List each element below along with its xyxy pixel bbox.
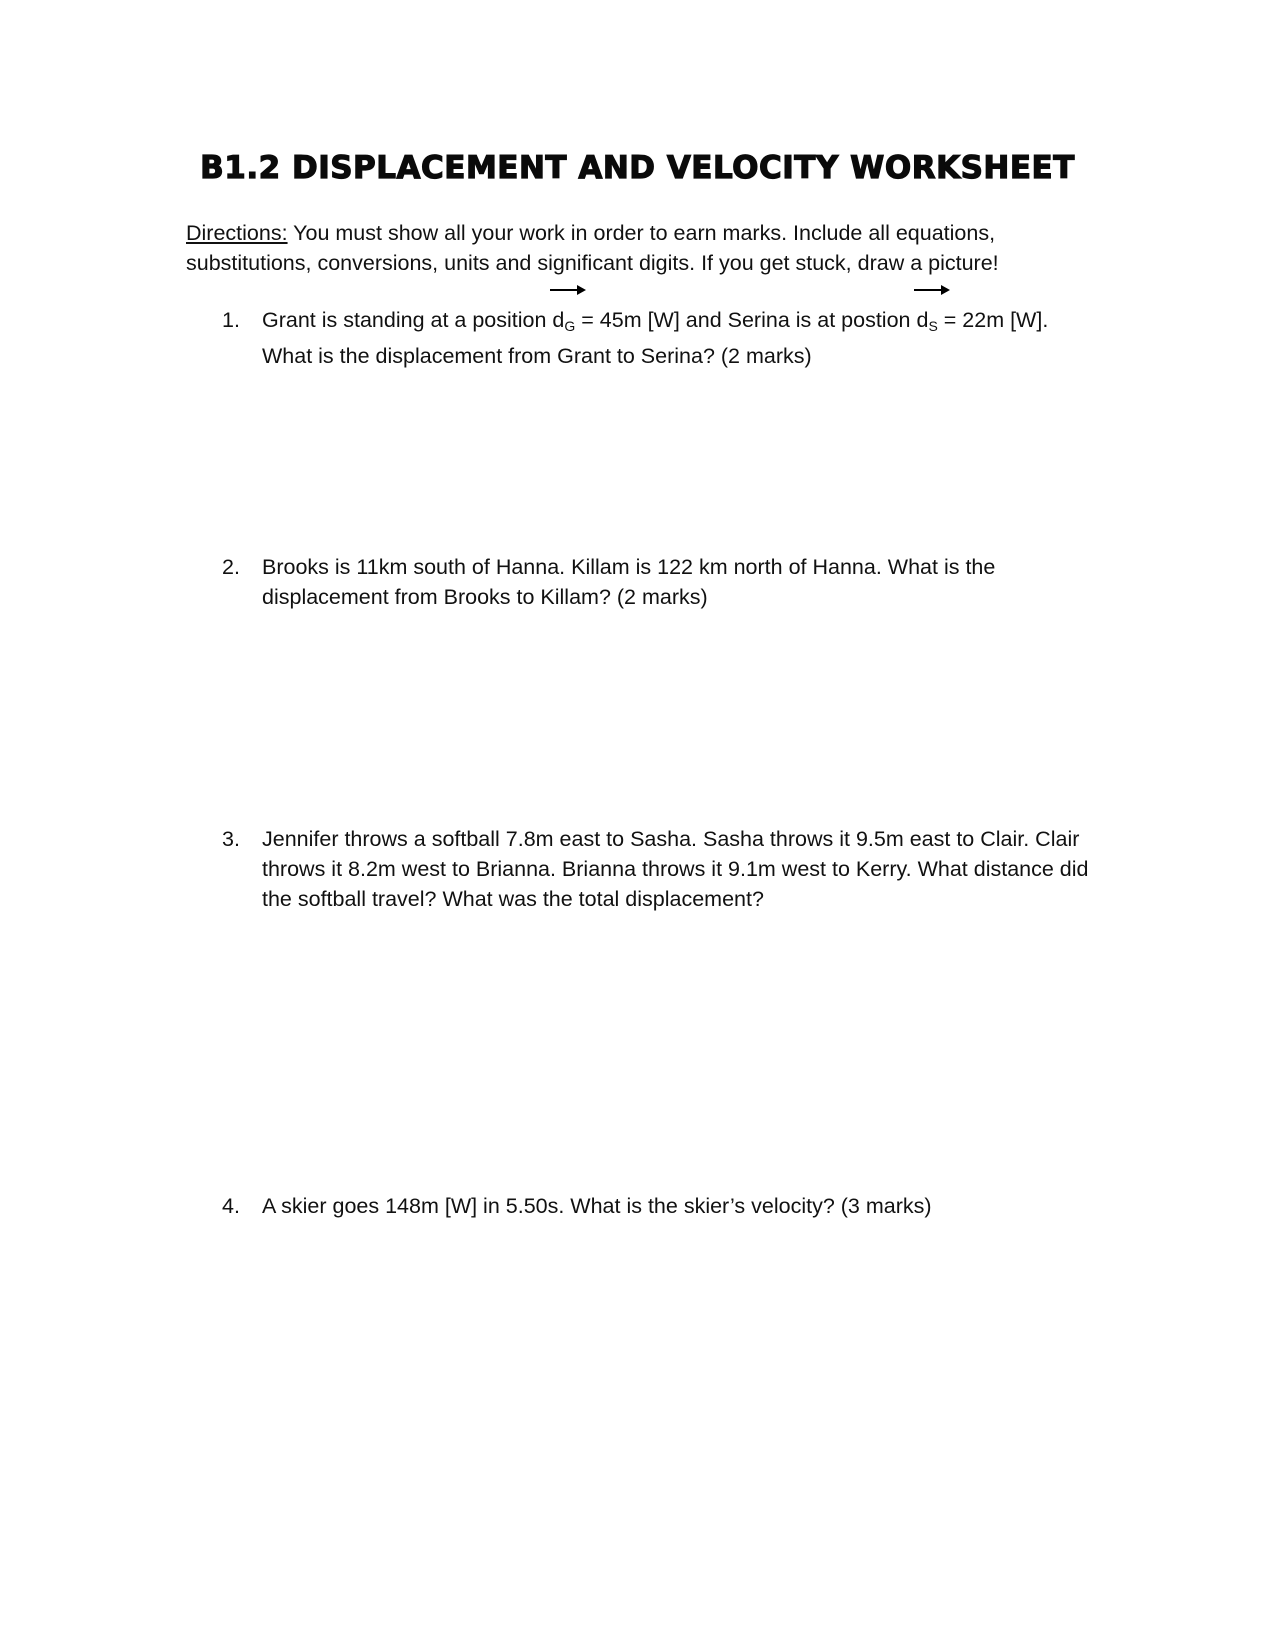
question-4 xyxy=(222,1191,1102,1221)
question-3 xyxy=(222,824,1102,914)
question-1-part-2: = 45m [W] and Serina is at postion xyxy=(575,308,917,332)
question-1 xyxy=(222,305,1102,371)
question-text: A skier goes 148m [W] in 5.50s. What is the skier’s velocity? (3 marks) xyxy=(262,1194,932,1218)
vector-d-serina xyxy=(916,305,937,341)
question-1-part-1: Grant is standing at a position xyxy=(262,308,553,332)
directions-text: You must show all your work in order to earn marks. Include all equations, substitutions, conversions, units and significant digits. If you get stuck, draw a picture! xyxy=(186,221,999,275)
question-text: Jennifer throws a softball 7.8m east to Sasha. Sasha throws it 9.5m east to Clair. Clair throws it 8.2m west to Brianna. Brianna throws it 9.1m west to Kerry. What distance did the softball travel? What was the total displacement? xyxy=(262,827,1089,911)
question-text: Brooks is 11km south of Hanna. Killam is 122 km north of Hanna. What is the displacement from Brooks to Killam? (2 marks) xyxy=(262,555,996,609)
question-number: 2. xyxy=(222,555,240,579)
question-1-part-3: = 22m [W]. What is the displacement from Grant to Serina? (2 marks) xyxy=(262,308,1049,368)
vector-arrow-icon xyxy=(548,283,588,297)
page-title: B1.2 DISPLACEMENT AND VELOCITY WORKSHEET xyxy=(200,150,1075,186)
vector-d-grant xyxy=(552,305,575,341)
vector-symbol: d xyxy=(916,308,929,332)
vector-symbol: d xyxy=(552,308,565,332)
question-number: 4. xyxy=(222,1194,240,1218)
question-text xyxy=(262,305,1102,371)
directions-label: Directions: xyxy=(186,221,288,245)
question-2 xyxy=(222,552,1102,612)
vector-subscript: S xyxy=(928,318,938,334)
vector-arrow-icon xyxy=(912,283,952,297)
directions xyxy=(186,218,1086,278)
question-number: 1. xyxy=(222,308,240,332)
question-number: 3. xyxy=(222,827,240,851)
vector-subscript: G xyxy=(564,318,576,334)
